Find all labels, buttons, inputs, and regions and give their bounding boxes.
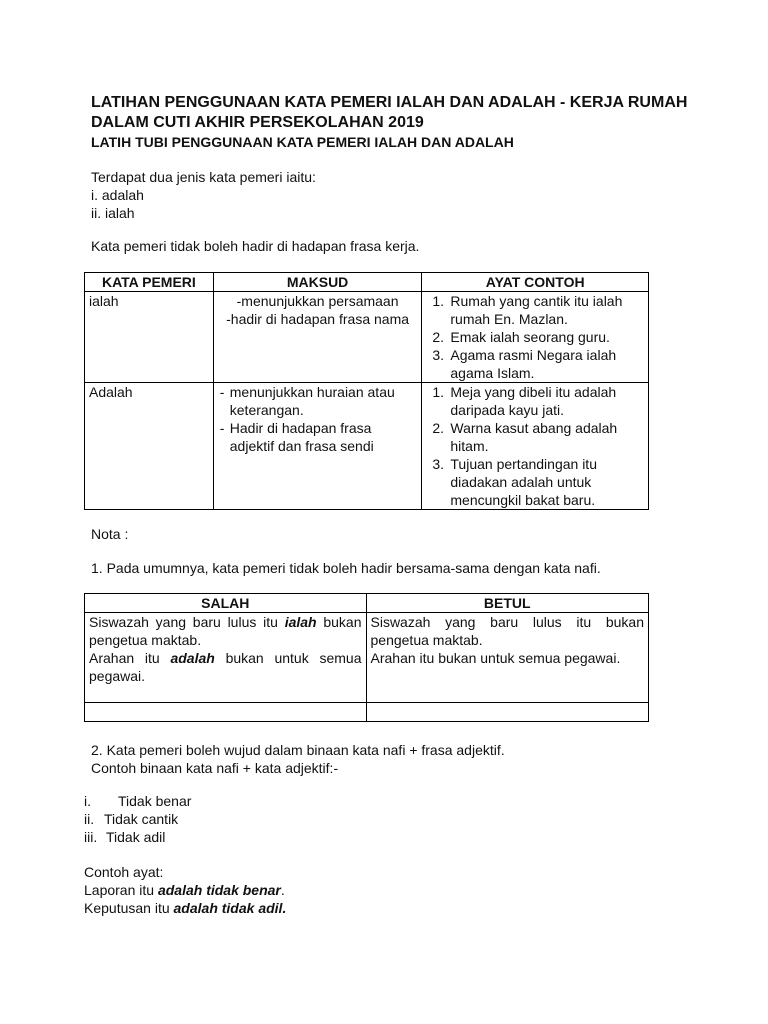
list-item: 1. Meja yang dibeli itu adalah daripada kayu jati. xyxy=(432,384,617,418)
list-item: 2. Emak ialah seorang guru. xyxy=(432,329,610,345)
contoh-ayat-2: Keputusan itu adalah tidak adil. xyxy=(84,900,287,916)
note-2: 2. Kata pemeri boleh wujud dalam binaan kata nafi + frasa adjektif. xyxy=(91,742,505,758)
document-title: LATIHAN PENGGUNAAN KATA PEMERI IALAH DAN ADALAH - KERJA RUMAH DALAM CUTI AKHIR PERSEKOLAHAN 2019 xyxy=(91,94,688,131)
intro-text: Terdapat dua jenis kata pemeri iaitu: xyxy=(91,169,316,185)
list-item: i. Tidak benar xyxy=(84,793,192,809)
empty-cell xyxy=(85,703,367,722)
list-item: - menunjukkan huraian atau keterangan. xyxy=(219,384,395,418)
header-betul: BETUL xyxy=(366,594,649,613)
contoh-ayat-label: Contoh ayat: xyxy=(84,864,164,880)
rule-text: Kata pemeri tidak boleh hadir di hadapan frasa kerja. xyxy=(91,238,420,254)
list-item: - Hadir di hadapan frasa adjektif dan frasa sendi xyxy=(219,420,374,454)
cell-salah xyxy=(85,613,367,703)
list-item: i. adalah xyxy=(91,187,144,203)
maksud-list xyxy=(218,383,418,455)
salah-sentence-1: Siswazah yang baru lulus itu ialah bukan pengetua maktab. xyxy=(89,614,362,648)
contoh-list xyxy=(426,383,644,509)
list-item: 2. Warna kasut abang adalah hitam. xyxy=(432,420,618,454)
cell-betul xyxy=(366,613,649,703)
cell-maksud xyxy=(213,383,422,510)
salah-betul-table xyxy=(84,593,649,722)
table-row-empty xyxy=(85,703,649,722)
cell-contoh xyxy=(422,383,649,510)
note-2-sub: Contoh binaan kata nafi + kata adjektif:- xyxy=(91,760,339,776)
cell-kata: Adalah xyxy=(85,383,214,510)
header-kata-pemeri: KATA PEMERI xyxy=(85,273,214,292)
betul-sentence-2: Arahan itu bukan untuk semua pegawai. xyxy=(370,650,621,666)
nota-label: Nota : xyxy=(91,526,129,542)
examples-list xyxy=(84,792,191,846)
header-ayat-contoh: AYAT CONTOH xyxy=(422,273,649,292)
cell-contoh xyxy=(422,292,649,383)
table-row xyxy=(85,292,649,383)
document-subtitle: LATIH TUBI PENGGUNAAN KATA PEMERI IALAH DAN ADALAH xyxy=(91,134,514,150)
list-item: 3. Tujuan pertandingan itu diadakan adalah untuk mencungkil bakat baru. xyxy=(432,456,597,508)
salah-sentence-2: Arahan itu adalah bukan untuk semua pegawai. xyxy=(89,650,362,684)
table-row xyxy=(85,383,649,510)
types-list xyxy=(91,186,144,222)
cell-maksud xyxy=(213,292,422,383)
cell-kata: ialah xyxy=(85,292,214,383)
header-maksud: MAKSUD xyxy=(213,273,422,292)
table-row xyxy=(85,613,649,703)
maksud-line: -menunjukkan persamaan xyxy=(236,293,399,309)
header-salah: SALAH xyxy=(85,594,367,613)
list-item: ii. Tidak cantik xyxy=(84,811,179,827)
empty-cell xyxy=(366,703,649,722)
contoh-list xyxy=(426,292,644,382)
contoh-ayat-1: Laporan itu adalah tidak benar. xyxy=(84,882,285,898)
kata-pemeri-table xyxy=(84,272,649,510)
note-1: 1. Pada umumnya, kata pemeri tidak boleh hadir bersama-sama dengan kata nafi. xyxy=(91,560,601,576)
betul-sentence-1: Siswazah yang baru lulus itu bukan pengetua maktab. xyxy=(370,614,644,648)
table-header-row xyxy=(85,594,649,613)
list-item: 3. Agama rasmi Negara ialah agama Islam. xyxy=(432,347,617,381)
list-item: ii. ialah xyxy=(91,205,135,221)
list-item: iii. Tidak adil xyxy=(84,829,166,845)
maksud-line: -hadir di hadapan frasa nama xyxy=(226,311,410,327)
table-header-row xyxy=(85,273,649,292)
list-item: 1. Rumah yang cantik itu ialah rumah En. Mazlan. xyxy=(432,293,623,327)
